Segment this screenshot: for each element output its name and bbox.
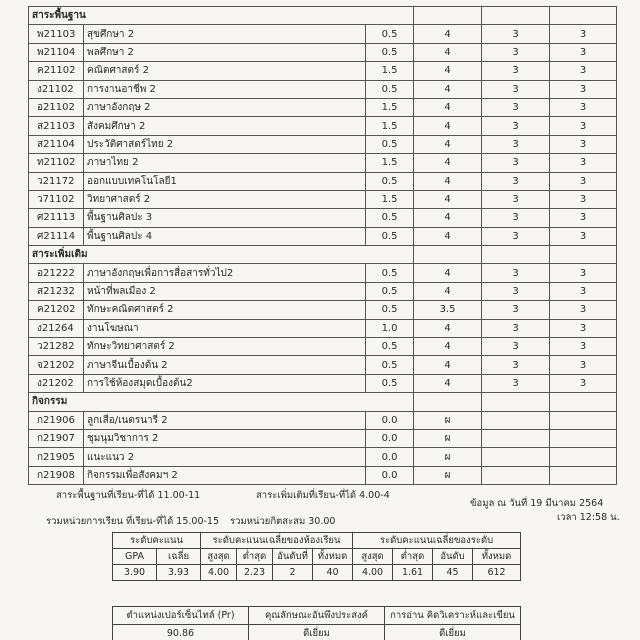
total-credits-summary: รวมหน่วยการเรียน ที่เรียน-ที่ได้ 15.00-15 — [46, 516, 220, 527]
grade-cell: ผ — [414, 411, 482, 429]
score-cell-2: 3 — [550, 135, 617, 153]
course-name: แนะแนว 2 — [84, 448, 366, 466]
course-code: พ21104 — [29, 43, 84, 61]
course-code: ง21264 — [29, 319, 84, 337]
score-cell-1: 3 — [482, 43, 550, 61]
score-cell-1: 3 — [482, 190, 550, 208]
gpa-stats-table — [112, 532, 521, 581]
stats-header-cell: สูงสุด — [353, 549, 393, 565]
score-cell-1: 3 — [482, 25, 550, 43]
credit-cell: 0.5 — [366, 301, 414, 319]
course-code: ค21202 — [29, 301, 84, 319]
course-code: ศ21114 — [29, 227, 84, 245]
course-code: ส21104 — [29, 135, 84, 153]
score-cell-2: 3 — [550, 301, 617, 319]
table-row — [29, 301, 617, 319]
section-header-row — [29, 7, 617, 25]
score-cell-2: 3 — [550, 43, 617, 61]
grade-cell: 4 — [414, 209, 482, 227]
extra-credits-summary: สาระเพิ่มเติมที่เรียน-ที่ได้ 4.00-4 — [256, 490, 390, 501]
course-code: ว21282 — [29, 338, 84, 356]
grade-cell: 4 — [414, 374, 482, 392]
score-cell-1: 3 — [482, 80, 550, 98]
course-name: การใช้ห้องสมุดเบื้องต้น2 — [84, 374, 366, 392]
score-cell-1: 3 — [482, 319, 550, 337]
credit-cell: 0.5 — [366, 43, 414, 61]
score-cell-2: 3 — [550, 338, 617, 356]
score-cell-1: 3 — [482, 209, 550, 227]
score-cell-2: 3 — [550, 264, 617, 282]
stats-group-level: ระดับคะแนนเฉลี่ยของระดับ — [353, 533, 521, 549]
section-header-row — [29, 246, 617, 264]
stats-value-cell: 40 — [313, 565, 353, 581]
score-cell-1: 3 — [482, 282, 550, 300]
section-header-row — [29, 393, 617, 411]
credit-cell: 1.5 — [366, 190, 414, 208]
table-row — [29, 448, 617, 466]
table-row — [29, 374, 617, 392]
stats-value-cell: 612 — [473, 565, 521, 581]
table-row — [29, 117, 617, 135]
stats-group-score: ระดับคะแนน — [113, 533, 201, 549]
section-header-empty-cell — [550, 246, 617, 264]
score-cell-1 — [482, 429, 550, 447]
table-row — [29, 282, 617, 300]
table-row — [29, 62, 617, 80]
score-cell-1: 3 — [482, 135, 550, 153]
section-header-empty-cell — [366, 7, 414, 25]
course-code: ว21172 — [29, 172, 84, 190]
section-header-empty-cell — [414, 393, 482, 411]
grade-cell: ผ — [414, 466, 482, 484]
table-row — [29, 190, 617, 208]
score-cell-1: 3 — [482, 62, 550, 80]
course-name: ภาษาอังกฤษ 2 — [84, 98, 366, 116]
course-code: ส21103 — [29, 117, 84, 135]
credit-cell: 0.0 — [366, 429, 414, 447]
grade-cell: 4 — [414, 117, 482, 135]
section-header-empty-cell — [366, 246, 414, 264]
table-row — [29, 209, 617, 227]
grade-cell: 4 — [414, 25, 482, 43]
credit-cell: 0.0 — [366, 466, 414, 484]
section-header-empty-cell — [414, 246, 482, 264]
score-cell-1: 3 — [482, 374, 550, 392]
section-header-empty-cell — [550, 7, 617, 25]
section-header-empty-cell — [414, 7, 482, 25]
table-row — [29, 338, 617, 356]
course-name: ภาษาจีนเบื้องต้น 2 — [84, 356, 366, 374]
score-cell-2: 3 — [550, 117, 617, 135]
score-cell-2 — [550, 466, 617, 484]
credit-cell: 1.5 — [366, 98, 414, 116]
stats-header-cell: ต่ำสุด — [393, 549, 433, 565]
course-name: วิทยาศาสตร์ 2 — [84, 190, 366, 208]
table-row — [29, 227, 617, 245]
stats-header-cell: อันดับที่ — [273, 549, 313, 565]
course-code: ก21905 — [29, 448, 84, 466]
credit-cell: 1.5 — [366, 62, 414, 80]
credit-cell: 0.5 — [366, 264, 414, 282]
course-code: จ21202 — [29, 356, 84, 374]
stats-header-cell: เฉลี่ย — [157, 549, 201, 565]
course-code: ง21102 — [29, 80, 84, 98]
section-header-empty-cell — [482, 246, 550, 264]
assessment-header-cell: ตำแหน่งเปอร์เซ็นไทล์ (Pr) — [113, 607, 249, 625]
score-cell-1 — [482, 411, 550, 429]
credit-cell: 0.5 — [366, 172, 414, 190]
course-name: ชุมนุมวิชาการ 2 — [84, 429, 366, 447]
credit-cell: 0.5 — [366, 374, 414, 392]
score-cell-2: 3 — [550, 62, 617, 80]
score-cell-2 — [550, 411, 617, 429]
table-row — [29, 43, 617, 61]
score-cell-1: 3 — [482, 356, 550, 374]
course-name: ทักษะวิทยาศาสตร์ 2 — [84, 338, 366, 356]
grade-cell: 4 — [414, 135, 482, 153]
credit-cell: 0.5 — [366, 25, 414, 43]
grade-cell: 4 — [414, 154, 482, 172]
assessment-value-cell: ดีเยี่ยม — [385, 625, 521, 640]
table-row — [29, 25, 617, 43]
score-cell-1: 3 — [482, 227, 550, 245]
stats-value-cell: 45 — [433, 565, 473, 581]
score-cell-2: 3 — [550, 319, 617, 337]
section-header-empty-cell — [366, 393, 414, 411]
score-cell-2: 3 — [550, 209, 617, 227]
credit-cell: 0.5 — [366, 356, 414, 374]
data-time: เวลา 12:58 น. — [557, 512, 620, 523]
stats-header-cell: อันดับ — [433, 549, 473, 565]
stats-header-cell: สูงสุด — [201, 549, 237, 565]
credit-cell: 0.5 — [366, 135, 414, 153]
course-name: ออกแบบเทคโนโลยี1 — [84, 172, 366, 190]
stats-value-cell: 2 — [273, 565, 313, 581]
score-cell-1: 3 — [482, 98, 550, 116]
grade-cell: 4 — [414, 43, 482, 61]
score-cell-2: 3 — [550, 227, 617, 245]
credit-cell: 1.5 — [366, 154, 414, 172]
score-cell-1 — [482, 448, 550, 466]
section-title: สาระพื้นฐาน — [29, 7, 366, 25]
grade-cell: 4 — [414, 98, 482, 116]
course-name: ทักษะคณิตศาสตร์ 2 — [84, 301, 366, 319]
table-row — [29, 172, 617, 190]
stats-value-cell: 3.90 — [113, 565, 157, 581]
score-cell-1: 3 — [482, 338, 550, 356]
grade-cell: 4 — [414, 338, 482, 356]
score-cell-2: 3 — [550, 80, 617, 98]
course-name: พลศึกษา 2 — [84, 43, 366, 61]
course-code: ว71102 — [29, 190, 84, 208]
stats-header-cell: GPA — [113, 549, 157, 565]
assessment-header-cell: คุณลักษณะอันพึงประสงค์ — [249, 607, 385, 625]
score-cell-2: 3 — [550, 282, 617, 300]
stats-value-cell: 1.61 — [393, 565, 433, 581]
grade-cell: ผ — [414, 429, 482, 447]
score-cell-1 — [482, 466, 550, 484]
course-code: ก21907 — [29, 429, 84, 447]
score-cell-2: 3 — [550, 190, 617, 208]
table-row — [29, 154, 617, 172]
credit-cell: 0.5 — [366, 209, 414, 227]
grade-cell: 4 — [414, 227, 482, 245]
assessment-table — [112, 606, 521, 640]
course-name: สุขศึกษา 2 — [84, 25, 366, 43]
course-code: อ21222 — [29, 264, 84, 282]
score-cell-1: 3 — [482, 301, 550, 319]
grades-table — [28, 6, 617, 485]
grade-cell: 4 — [414, 356, 482, 374]
grade-cell: 4 — [414, 319, 482, 337]
basic-credits-summary: สาระพื้นฐานที่เรียน-ที่ได้ 11.00-11 — [56, 490, 201, 501]
course-code: ศ21113 — [29, 209, 84, 227]
course-name: ลูกเสือ/เนตรนารี 2 — [84, 411, 366, 429]
section-header-empty-cell — [482, 393, 550, 411]
course-name: การงานอาชีพ 2 — [84, 80, 366, 98]
grade-cell: 4 — [414, 282, 482, 300]
course-code: ส21232 — [29, 282, 84, 300]
course-name: หน้าที่พลเมือง 2 — [84, 282, 366, 300]
course-code: ง21202 — [29, 374, 84, 392]
score-cell-2 — [550, 448, 617, 466]
grade-cell: ผ — [414, 448, 482, 466]
grade-cell: 4 — [414, 190, 482, 208]
table-row — [29, 135, 617, 153]
grade-cell: 4 — [414, 80, 482, 98]
score-cell-2: 3 — [550, 172, 617, 190]
score-cell-2 — [550, 429, 617, 447]
course-code: ค21102 — [29, 62, 84, 80]
section-title: กิจกรรม — [29, 393, 366, 411]
table-row — [29, 98, 617, 116]
stats-value-cell: 2.23 — [237, 565, 273, 581]
data-date: ข้อมูล ณ วันที่ 19 มีนาคม 2564 — [470, 498, 604, 509]
score-cell-1: 3 — [482, 264, 550, 282]
score-cell-2: 3 — [550, 25, 617, 43]
course-name: พื้นฐานศิลปะ 4 — [84, 227, 366, 245]
grade-cell: 4 — [414, 62, 482, 80]
credit-cell: 0.5 — [366, 282, 414, 300]
stats-header-cell: ทั้งหมด — [313, 549, 353, 565]
grade-cell: 4 — [414, 264, 482, 282]
stats-value-cell: 3.93 — [157, 565, 201, 581]
stats-header-cell: ต่ำสุด — [237, 549, 273, 565]
assessment-value-cell: 90.86 — [113, 625, 249, 640]
table-row — [29, 319, 617, 337]
credit-cell: 1.5 — [366, 117, 414, 135]
grade-cell: 4 — [414, 172, 482, 190]
credit-cell: 0.5 — [366, 227, 414, 245]
course-code: ท21102 — [29, 154, 84, 172]
assessment-value-cell: ดีเยี่ยม — [249, 625, 385, 640]
stats-value-cell: 4.00 — [353, 565, 393, 581]
total-study-summary: รวมหน่วยกิตสะสม 30.00 — [230, 516, 336, 527]
table-row — [29, 411, 617, 429]
section-header-empty-cell — [550, 393, 617, 411]
credit-cell: 1.0 — [366, 319, 414, 337]
credit-cell: 0.5 — [366, 338, 414, 356]
course-code: ก21908 — [29, 466, 84, 484]
course-code: อ21102 — [29, 98, 84, 116]
course-name: ภาษาไทย 2 — [84, 154, 366, 172]
course-name: งานโฆษณา — [84, 319, 366, 337]
assessment-header-cell: การอ่าน คิดวิเคราะห์และเขียน — [385, 607, 521, 625]
score-cell-2: 3 — [550, 154, 617, 172]
stats-group-room: ระดับคะแนนเฉลี่ยของห้องเรียน — [201, 533, 353, 549]
course-name: พื้นฐานศิลปะ 3 — [84, 209, 366, 227]
credit-cell: 0.5 — [366, 80, 414, 98]
course-code: พ21103 — [29, 25, 84, 43]
course-name: กิจกรรมเพื่อสังคมฯ 2 — [84, 466, 366, 484]
score-cell-1: 3 — [482, 117, 550, 135]
course-name: ประวัติศาสตร์ไทย 2 — [84, 135, 366, 153]
stats-header-cell: ทั้งหมด — [473, 549, 521, 565]
stats-value-cell: 4.00 — [201, 565, 237, 581]
table-row — [29, 80, 617, 98]
table-row — [29, 429, 617, 447]
course-name: สังคมศึกษา 2 — [84, 117, 366, 135]
course-name: คณิตศาสตร์ 2 — [84, 62, 366, 80]
course-code: ก21906 — [29, 411, 84, 429]
section-header-empty-cell — [482, 7, 550, 25]
credit-cell: 0.0 — [366, 448, 414, 466]
grade-cell: 3.5 — [414, 301, 482, 319]
table-row — [29, 356, 617, 374]
section-title: สาระเพิ่มเติม — [29, 246, 366, 264]
table-row — [29, 264, 617, 282]
credit-cell: 0.0 — [366, 411, 414, 429]
score-cell-2: 3 — [550, 356, 617, 374]
course-name: ภาษาอังกฤษเพื่อการสื่อสารทั่วไป2 — [84, 264, 366, 282]
table-row — [29, 466, 617, 484]
score-cell-1: 3 — [482, 172, 550, 190]
score-cell-1: 3 — [482, 154, 550, 172]
score-cell-2: 3 — [550, 98, 617, 116]
score-cell-2: 3 — [550, 374, 617, 392]
